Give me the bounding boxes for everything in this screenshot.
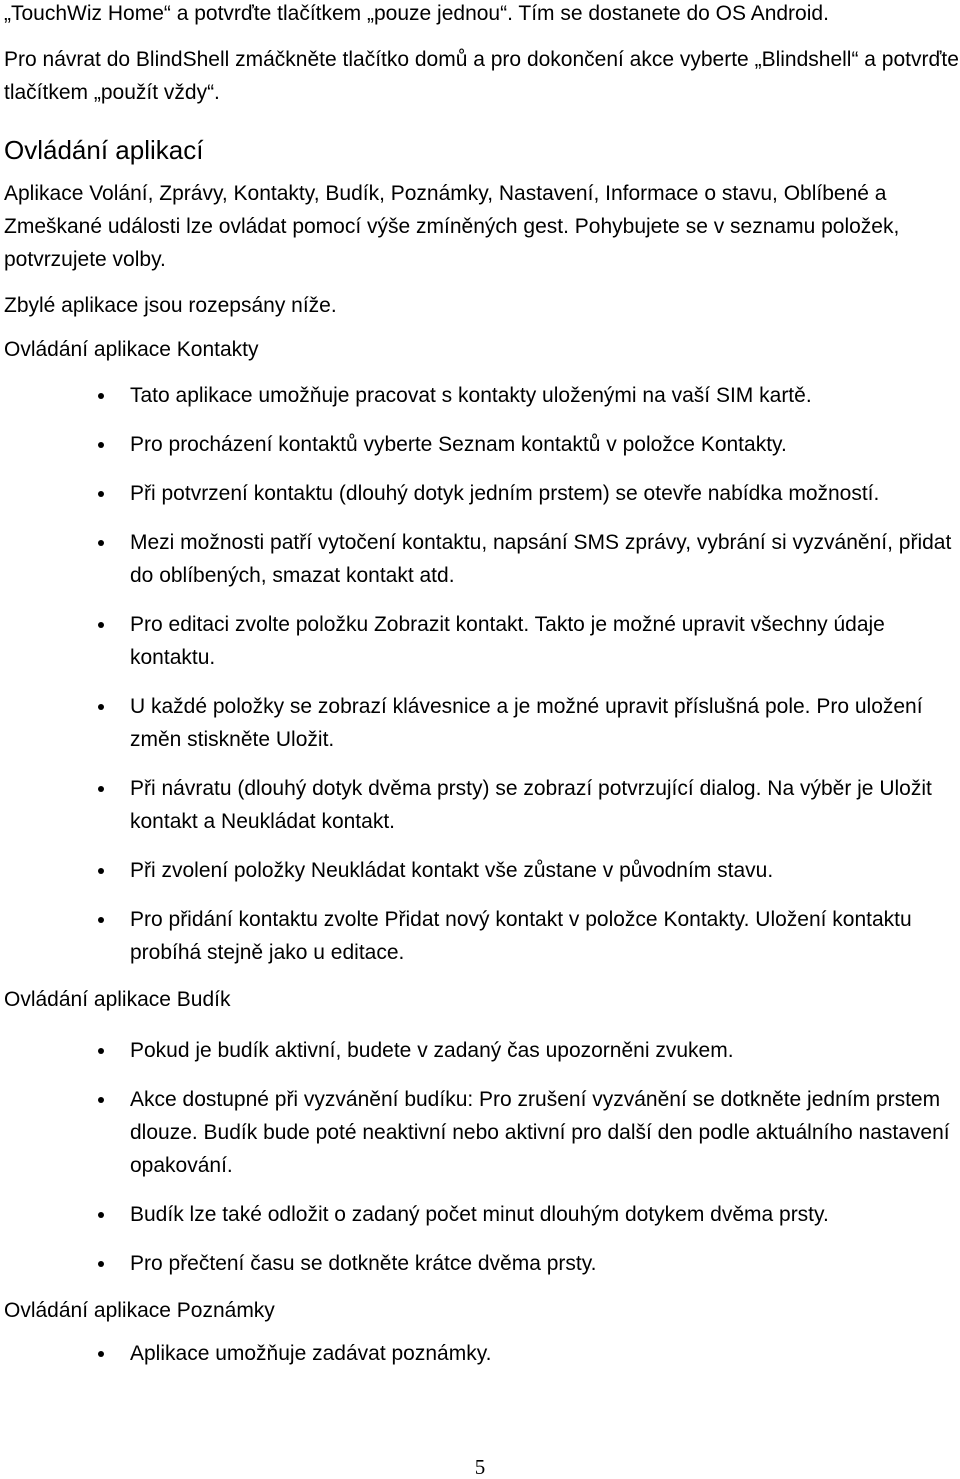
bullet-icon: [98, 868, 104, 874]
bullet-icon: [98, 1261, 104, 1267]
heading-alarm: Ovládání aplikace Budík: [4, 988, 231, 1011]
intro-paragraph-2: Pro návrat do BlindShell zmáčkněte tlačítko domů a pro dokončení akce vyberte „Blindshell“ a potvrďte tlačítkem „použít vždy“.: [4, 48, 959, 104]
list-item: Pro přečtení času se dotkněte krátce dvěma prsty.: [4, 1247, 960, 1280]
bullet-icon: [98, 1351, 104, 1357]
list-item: Tato aplikace umožňuje pracovat s kontakty uloženými na vaší SIM kartě.: [4, 379, 960, 412]
apps-paragraph-2: Zbylé aplikace jsou rozepsány níže.: [4, 294, 337, 317]
page-number: 5: [474, 1455, 486, 1479]
bullet-icon: [98, 442, 104, 448]
bullet-icon: [98, 393, 104, 399]
bullet-icon: [98, 786, 104, 792]
document-page: [4, 0, 960, 1386]
bullet-icon: [98, 1097, 104, 1103]
bullet-icon: [98, 704, 104, 710]
heading-contacts: Ovládání aplikace Kontakty: [4, 338, 259, 361]
list-item: Při zvolení položky Neukládat kontakt vše zůstane v původním stavu.: [4, 854, 960, 887]
list-item: Budík lze také odložit o zadaný počet minut dlouhým dotykem dvěma prsty.: [4, 1198, 960, 1231]
list-item: Aplikace umožňuje zadávat poznámky.: [4, 1337, 960, 1370]
list-item: U každé položky se zobrazí klávesnice a je možné upravit příslušná pole. Pro uložení změn stiskněte Uložit.: [4, 690, 960, 756]
bullet-icon: [98, 540, 104, 546]
alarm-list: [4, 1034, 960, 1280]
contacts-list: [4, 379, 960, 969]
bullet-icon: [98, 917, 104, 923]
list-item: Při návratu (dlouhý dotyk dvěma prsty) se zobrazí potvrzující dialog. Na výběr je Uložit kontakt a Neukládat kontakt.: [4, 772, 960, 838]
list-item: Pro přidání kontaktu zvolte Přidat nový kontakt v položce Kontakty. Uložení kontaktu probíhá stejně jako u editace.: [4, 903, 960, 969]
bullet-icon: [98, 1212, 104, 1218]
list-item: Mezi možnosti patří vytočení kontaktu, napsání SMS zprávy, vybrání si vyzvánění, přidat do oblíbených, smazat kontakt atd.: [4, 526, 960, 592]
heading-notes: Ovládání aplikace Poznámky: [4, 1299, 275, 1322]
apps-paragraph-1: Aplikace Volání, Zprávy, Kontakty, Budík, Poznámky, Nastavení, Informace o stavu, Oblíbené a Zmeškané události lze ovládat pomocí výše zmíněných gest. Pohybujete se v seznamu položek, potvrzujete volby.: [4, 182, 900, 271]
bullet-icon: [98, 1048, 104, 1054]
list-item: Akce dostupné při vyzvánění budíku: Pro zrušení vyzvánění se dotkněte jedním prstem dlouze. Budík bude poté neaktivní nebo aktivní pro další den podle aktuálního nastavení opakování.: [4, 1083, 960, 1182]
intro-paragraph-1: „TouchWiz Home“ a potvrďte tlačítkem „pouze jednou“. Tím se dostanete do OS Android.: [4, 2, 829, 25]
heading-app-control: Ovládání aplikací: [4, 135, 204, 165]
bullet-icon: [98, 622, 104, 628]
bullet-icon: [98, 491, 104, 497]
notes-list: [4, 1337, 960, 1370]
list-item: Při potvrzení kontaktu (dlouhý dotyk jedním prstem) se otevře nabídka možností.: [4, 477, 960, 510]
list-item: Pokud je budík aktivní, budete v zadaný čas upozorněni zvukem.: [4, 1034, 960, 1067]
list-item: Pro editaci zvolte položku Zobrazit kontakt. Takto je možné upravit všechny údaje kontaktu.: [4, 608, 960, 674]
list-item: Pro procházení kontaktů vyberte Seznam kontaktů v položce Kontakty.: [4, 428, 960, 461]
